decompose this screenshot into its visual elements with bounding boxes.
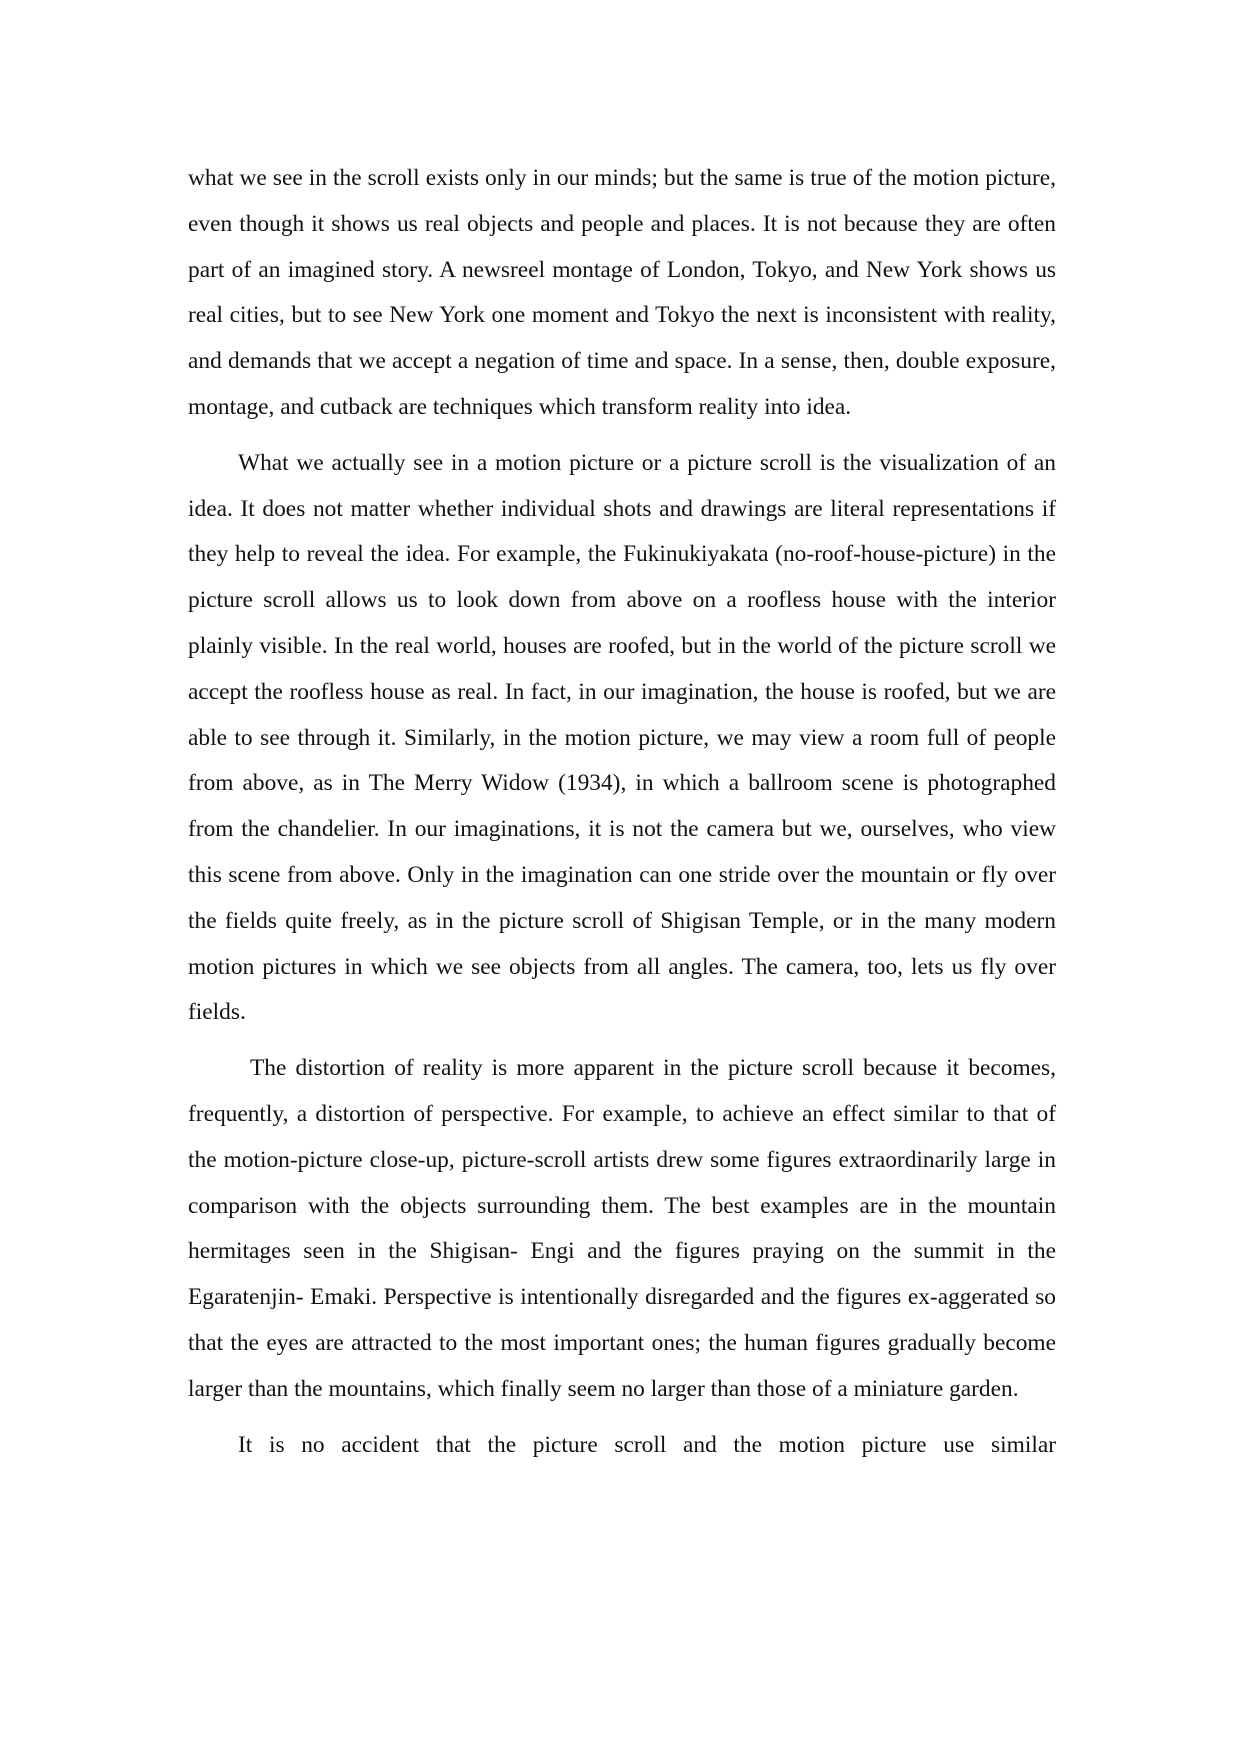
paragraph-2: What we actually see in a motion picture or a picture scroll is the visualization of an idea. It does not matter whether individual shots and drawings are literal representations if they help to reveal the idea. For example, the Fukinukiyakata (no-roof-house-picture) in the picture scroll allows us to look down from above on a roofless house with the interior plainly visible. In the real world, houses are roofed, but in the world of the picture scroll we accept the roofless house as real. In fact, in our imagination, the house is roofed, but we are able to see through it. Similarly, in the motion picture, we may view a room full of people from above, as in The Merry Widow (1934), in which a ballroom scene is photographed from the chandelier. In our imaginations, it is not the camera but we, ourselves, who view this scene from above. Only in the imagination can one stride over the mountain or fly over the fields quite freely, as in the picture scroll of Shigisan Temple, or in the many modern motion pictures in which we see objects from all angles. The camera, too, lets us fly over fields. [188, 449, 1056, 1026]
body-text [188, 156, 1056, 1478]
paragraph-3: The distortion of reality is more apparent in the picture scroll because it becomes, frequently, a distortion of perspective. For example, to achieve an effect similar to that of the motion-picture close-up, picture-scroll artists drew some figures extraordinarily large in comparison with the objects surrounding them. The best examples are in the mountain hermitages seen in the Shigisan- Engi and the figures praying on the summit in the Egaratenjin- Emaki. Perspective is intentionally disregarded and the figures ex-aggerated so that the eyes are attracted to the most important ones; the human figures gradually become larger than the mountains, which finally seem no larger than those of a miniature garden. [188, 1055, 1056, 1402]
paragraph-4: It is no accident that the picture scroll and the motion picture use similar [238, 1431, 1056, 1458]
paragraph-1: what we see in the scroll exists only in our minds; but the same is true of the motion picture, even though it shows us real objects and people and places. It is not because they are often part of an imagined story. A newsreel montage of London, Tokyo, and New York shows us real cities, but to see New York one moment and Tokyo the next is inconsistent with reality, and demands that we accept a negation of time and space. In a sense, then, double exposure, montage, and cutback are techniques which transform reality into idea. [188, 165, 1056, 420]
